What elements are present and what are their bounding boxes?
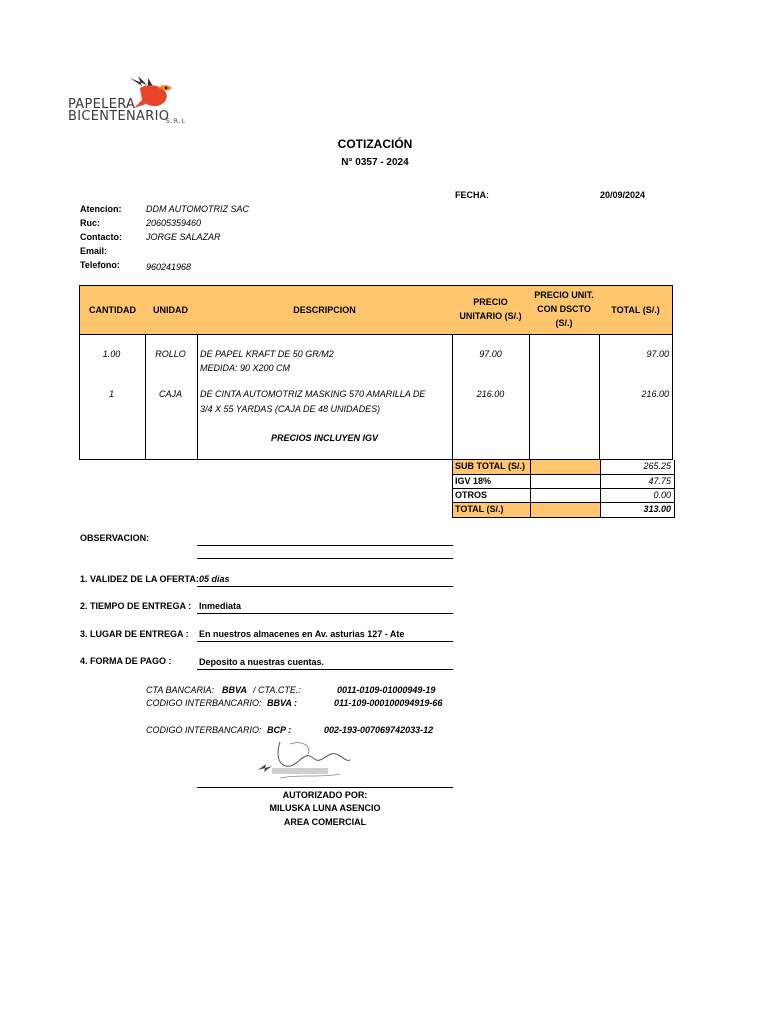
igv-label: IGV 18% xyxy=(455,476,492,486)
header-cantidad-label: CANTIDAD xyxy=(89,305,136,315)
tiempo-value: Inmediata xyxy=(199,601,242,611)
atencion-label: Atencion: xyxy=(80,204,122,214)
row1-cantidad: 1.00 xyxy=(102,349,121,359)
otros-dscto-cell xyxy=(531,489,601,503)
row1-desc-line2: MEDIDA: 90 X200 CM xyxy=(200,363,291,373)
otros-label: OTROS xyxy=(455,490,488,500)
validez-line xyxy=(197,586,453,587)
email-label: Email: xyxy=(80,246,108,256)
subtotal-value: 265.25 xyxy=(643,461,671,471)
otros-label-cell xyxy=(453,489,531,503)
cci1-bank: BBVA : xyxy=(267,698,297,708)
cci2-label: CODIGO INTERBANCARIO: xyxy=(146,725,262,735)
igv-value: 47.75 xyxy=(648,476,671,486)
company-logo xyxy=(66,72,196,124)
cci1-label: CODIGO INTERBANCARIO: xyxy=(146,698,262,708)
ruc-value: 20605359460 xyxy=(146,218,202,228)
row1-precio: 97.00 xyxy=(479,349,502,359)
header-unidad-label: UNIDAD xyxy=(153,305,188,315)
row2-unidad: CAJA xyxy=(158,389,182,399)
total-label-cell xyxy=(453,503,531,517)
body-col-dscto xyxy=(529,334,600,460)
header-total xyxy=(599,285,673,335)
telefono-label: Telefono: xyxy=(80,260,120,270)
contacto-label: Contacto: xyxy=(80,232,122,242)
table-note: PRECIOS INCLUYEN IGV xyxy=(270,433,378,443)
cta-label: CTA BANCARIA: xyxy=(146,685,215,695)
contacto-value: JORGE SALAZAR xyxy=(146,232,221,242)
validez-label: 1. VALIDEZ DE LA OFERTA: xyxy=(80,574,199,584)
header-unidad xyxy=(144,285,198,335)
pago-value: Deposito a nuestras cuentas. xyxy=(199,657,325,667)
signature-stamp-icon xyxy=(250,734,360,784)
lugar-label: 3. LUGAR DE ENTREGA : xyxy=(80,629,189,639)
row2-cantidad: 1 xyxy=(108,389,114,399)
subtotal-label: SUB TOTAL (S/.) xyxy=(455,461,526,471)
cta-mid: / CTA.CTE.: xyxy=(253,685,301,695)
observacion-label: OBSERVACION: xyxy=(80,533,150,543)
totals-divider-1 xyxy=(601,474,674,475)
cci2-number: 002-193-007069742033-12 xyxy=(324,725,434,735)
row2-desc-line1: DE CINTA AUTOMOTRIZ MASKING 570 AMARILLA DE xyxy=(200,389,426,399)
atencion-value: DDM AUTOMOTRIZ SAC xyxy=(146,204,249,214)
signature-line xyxy=(197,787,453,788)
total-dscto-cell xyxy=(531,503,601,517)
row2-total: 216.00 xyxy=(641,389,669,399)
totals-box xyxy=(452,460,675,518)
header-total-label: TOTAL (S/.) xyxy=(611,305,660,315)
row1-unidad: ROLLO xyxy=(155,349,186,359)
igv-label-cell xyxy=(453,475,531,489)
lugar-line xyxy=(197,641,453,642)
row1-total: 97.00 xyxy=(646,349,669,359)
observacion-line-2 xyxy=(197,558,453,559)
validez-value: 05 dias xyxy=(199,574,230,584)
tiempo-label: 2. TIEMPO DE ENTREGA : xyxy=(80,601,192,611)
cci1-number: 011-109-000100094919-66 xyxy=(334,698,443,708)
ruc-label: Ruc: xyxy=(80,218,100,228)
cta-number: 0011-0109-01000949-19 xyxy=(337,685,436,695)
lugar-value: En nuestros almacenes en Av. asturias 127 - Ate xyxy=(199,629,405,639)
company-name-line1: PAPELERA xyxy=(68,97,136,112)
signer-name: MILUSKA LUNA ASENCIO xyxy=(269,803,381,813)
header-precio-dscto-line2: CON DSCTO xyxy=(537,304,591,314)
fecha-value: 20/09/2024 xyxy=(600,190,646,200)
header-descripcion xyxy=(197,285,453,335)
autorizado-label: AUTORIZADO POR: xyxy=(282,790,368,800)
subtotal-dscto-cell xyxy=(531,460,601,475)
total-value: 313.00 xyxy=(643,504,671,514)
signer-area: AREA COMERCIAL xyxy=(283,817,367,827)
header-cantidad xyxy=(79,285,146,335)
totals-divider-3 xyxy=(601,502,674,503)
row2-precio: 216.00 xyxy=(476,389,505,399)
totals-divider-2 xyxy=(601,488,674,489)
pago-label: 4. FORMA DE PAGO : xyxy=(80,656,172,666)
document-title: COTIZACIÓN xyxy=(337,137,413,151)
header-precio-unitario-line1: PRECIO xyxy=(473,297,508,307)
company-name-line2: BICENTENARIO xyxy=(68,109,170,124)
row2-desc-line2: 3/4 X 55 YARDAS (CAJA DE 48 UNIDADES) xyxy=(200,404,381,414)
total-label: TOTAL (S/.) xyxy=(455,504,504,514)
fecha-label: FECHA: xyxy=(455,190,489,200)
document-number: N° 0357 - 2024 xyxy=(341,157,409,168)
tiempo-line xyxy=(197,613,453,614)
cci2-bank: BCP : xyxy=(267,725,292,735)
header-precio-dscto-line3: (S/.) xyxy=(555,318,573,328)
company-suffix: S.R.L xyxy=(166,118,186,125)
observacion-line-1 xyxy=(197,545,453,546)
header-descripcion-label: DESCRIPCION xyxy=(293,305,356,315)
pago-line xyxy=(197,669,453,670)
row1-desc-line1: DE PAPEL KRAFT DE 50 GR/M2 xyxy=(200,349,334,359)
igv-dscto-cell xyxy=(531,475,601,489)
telefono-value: 960241968 xyxy=(146,262,192,272)
header-precio-unitario-line2: UNITARIO (S/.) xyxy=(459,311,522,321)
cta-bank: BBVA xyxy=(222,685,247,695)
header-precio-unitario xyxy=(452,285,530,335)
header-precio-dscto xyxy=(529,285,600,335)
subtotal-label-cell xyxy=(453,460,531,475)
header-precio-dscto-line1: PRECIO UNIT. xyxy=(534,290,594,300)
otros-value: 0.00 xyxy=(653,490,671,500)
